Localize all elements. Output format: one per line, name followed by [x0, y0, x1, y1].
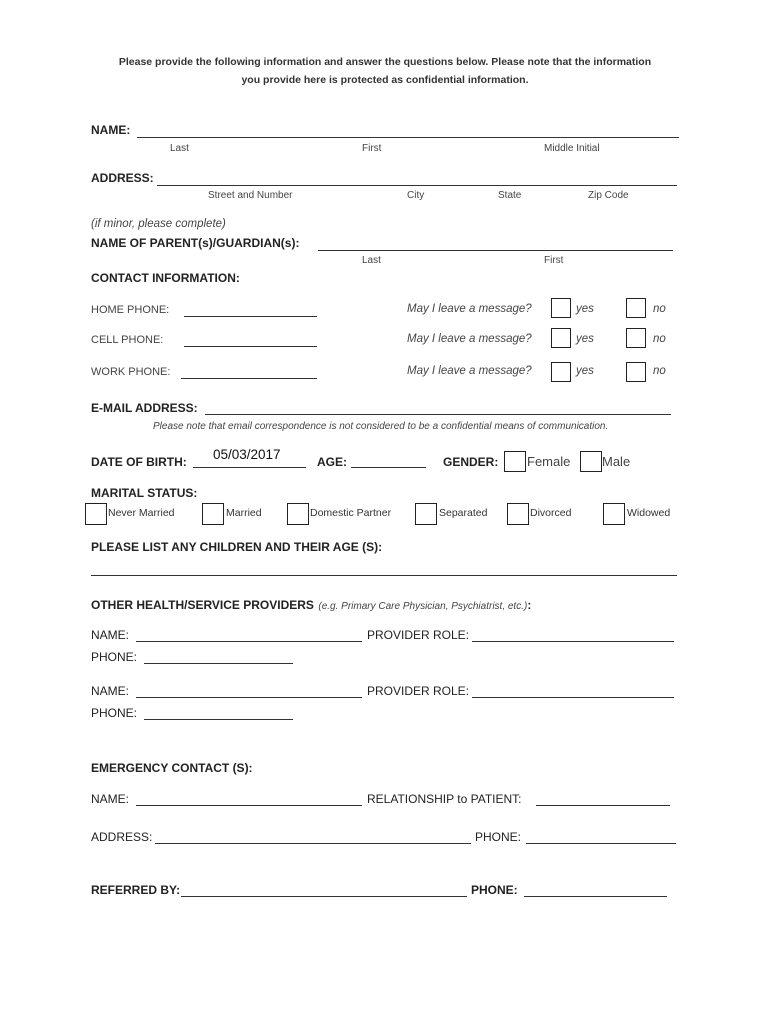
address-sub-city: City: [407, 190, 425, 201]
referred-phone-label: PHONE:: [471, 883, 518, 897]
provider2-role-label: PROVIDER ROLE:: [367, 684, 470, 698]
emergency-address-input[interactable]: [155, 843, 471, 844]
home-message-yes-checkbox[interactable]: [551, 298, 571, 318]
provider2-phone-input[interactable]: [144, 719, 293, 720]
emergency-phone-label: PHONE:: [475, 830, 522, 844]
gender-female-checkbox[interactable]: [504, 451, 526, 472]
cell-phone-label: CELL PHONE:: [91, 334, 164, 346]
referred-phone-input[interactable]: [524, 896, 667, 897]
provider1-role-label: PROVIDER ROLE:: [367, 628, 470, 642]
address-sub-state: State: [498, 190, 522, 201]
marital-divorced-label: Divorced: [530, 507, 572, 519]
referred-label: REFERRED BY:: [91, 883, 181, 897]
provider2-role-input[interactable]: [472, 697, 674, 698]
provider2-phone-label: PHONE:: [91, 706, 138, 720]
address-sub-street: Street and Number: [208, 190, 293, 201]
marital-widowed-label: Widowed: [627, 507, 671, 519]
cell-message-no-checkbox[interactable]: [626, 328, 646, 348]
emergency-relationship-input[interactable]: [536, 805, 670, 806]
cell-yes-label: yes: [576, 333, 594, 345]
provider1-phone-input[interactable]: [144, 663, 293, 664]
gender-female-label: Female: [527, 454, 571, 469]
home-message-question: May I leave a message?: [407, 303, 532, 315]
age-label: AGE:: [317, 455, 347, 469]
dob-input-line[interactable]: [193, 467, 306, 468]
home-no-label: no: [653, 303, 666, 315]
marital-domestic-partner-label: Domestic Partner: [310, 507, 392, 519]
cell-phone-input[interactable]: [184, 346, 317, 347]
work-message-yes-checkbox[interactable]: [551, 362, 571, 382]
providers-example: (e.g. Primary Care Physician, Psychiatrist, etc.): [318, 601, 528, 612]
gender-male-checkbox[interactable]: [580, 451, 602, 472]
marital-widowed-checkbox[interactable]: [603, 503, 625, 525]
provider2-name-input[interactable]: [136, 697, 362, 698]
guardian-input-line[interactable]: [318, 250, 673, 251]
work-message-question: May I leave a message?: [407, 365, 532, 377]
name-sub-middle: Middle Initial: [544, 143, 600, 154]
name-sub-first: First: [362, 143, 382, 154]
home-message-no-checkbox[interactable]: [626, 298, 646, 318]
provider2-name-label: NAME:: [91, 684, 130, 698]
email-note: Please note that email correspondence is not considered to be a confidential means of communication.: [153, 421, 609, 432]
minor-note: (if minor, please complete): [91, 218, 226, 230]
referred-input[interactable]: [181, 896, 467, 897]
dob-value[interactable]: 05/03/2017: [213, 447, 281, 462]
email-label: E-MAIL ADDRESS:: [91, 401, 198, 415]
emergency-relationship-label: RELATIONSHIP to PATIENT:: [367, 792, 522, 806]
name-input-line[interactable]: [137, 137, 679, 138]
address-label: ADDRESS:: [91, 171, 154, 185]
work-message-no-checkbox[interactable]: [626, 362, 646, 382]
address-input-line[interactable]: [157, 185, 677, 186]
gender-male-label: Male: [602, 454, 631, 469]
contact-heading: CONTACT INFORMATION:: [91, 271, 240, 285]
marital-separated-label: Separated: [439, 507, 488, 519]
marital-separated-checkbox[interactable]: [415, 503, 437, 525]
guardian-label: NAME OF PARENT(s)/GUARDIAN(s):: [91, 236, 300, 250]
gender-label: GENDER:: [443, 455, 499, 469]
provider1-phone-label: PHONE:: [91, 650, 138, 664]
address-sub-zip: Zip Code: [588, 190, 629, 201]
email-input-line[interactable]: [205, 414, 671, 415]
home-yes-label: yes: [576, 303, 594, 315]
marital-married-label: Married: [226, 507, 262, 519]
provider1-name-input[interactable]: [136, 641, 362, 642]
marital-label: MARITAL STATUS:: [91, 486, 198, 500]
dob-label: DATE OF BIRTH:: [91, 455, 187, 469]
children-input-line[interactable]: [91, 575, 677, 576]
guardian-sub-last: Last: [362, 255, 381, 266]
work-no-label: no: [653, 365, 666, 377]
providers-heading-row: [91, 596, 531, 614]
intro-line-1: Please provide the following information and answer the questions below. Please note that the information: [118, 56, 652, 68]
cell-message-yes-checkbox[interactable]: [551, 328, 571, 348]
marital-domestic-partner-checkbox[interactable]: [287, 503, 309, 525]
marital-never-married-label: Never Married: [108, 507, 175, 519]
marital-divorced-checkbox[interactable]: [507, 503, 529, 525]
children-label: PLEASE LIST ANY CHILDREN AND THEIR AGE (S):: [91, 540, 383, 554]
provider1-role-input[interactable]: [472, 641, 674, 642]
work-yes-label: yes: [576, 365, 594, 377]
providers-colon: :: [527, 598, 532, 612]
marital-married-checkbox[interactable]: [202, 503, 224, 525]
provider1-name-label: NAME:: [91, 628, 130, 642]
cell-message-question: May I leave a message?: [407, 333, 532, 345]
emergency-address-label: ADDRESS:: [91, 830, 153, 844]
marital-never-married-checkbox[interactable]: [85, 503, 107, 525]
work-phone-input[interactable]: [181, 378, 317, 379]
guardian-sub-first: First: [544, 255, 564, 266]
emergency-name-input[interactable]: [136, 805, 362, 806]
home-phone-label: HOME PHONE:: [91, 304, 170, 316]
emergency-heading: EMERGENCY CONTACT (S):: [91, 761, 253, 775]
intro-line-2: you provide here is protected as confidential information.: [241, 74, 529, 86]
age-input-line[interactable]: [351, 467, 426, 468]
cell-no-label: no: [653, 333, 666, 345]
home-phone-input[interactable]: [184, 316, 317, 317]
emergency-phone-input[interactable]: [526, 843, 676, 844]
providers-heading: OTHER HEALTH/SERVICE PROVIDERS: [91, 598, 314, 612]
work-phone-label: WORK PHONE:: [91, 366, 171, 378]
emergency-name-label: NAME:: [91, 792, 130, 806]
name-label: NAME:: [91, 123, 131, 137]
name-sub-last: Last: [170, 143, 189, 154]
